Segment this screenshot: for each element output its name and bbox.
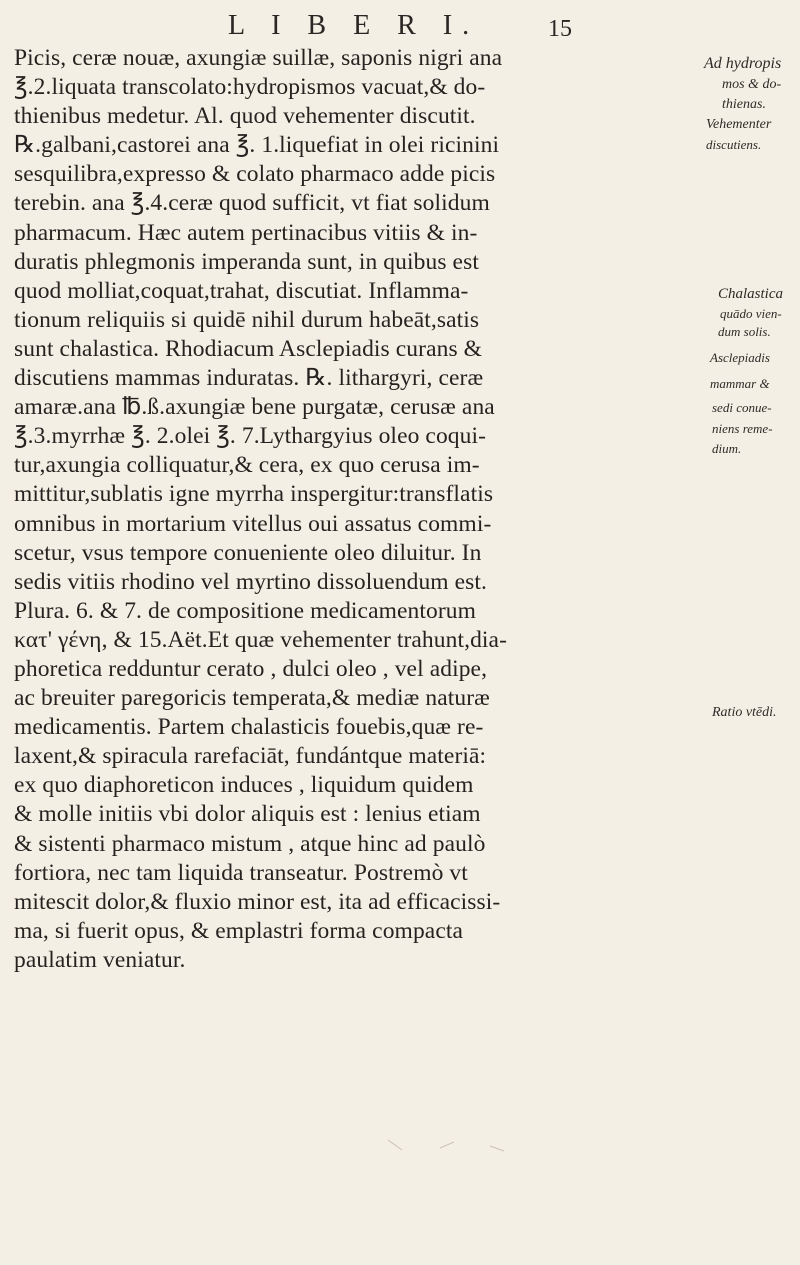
text-line: phoretica redduntur cerato , dulci oleo , vel adipe, bbox=[14, 655, 488, 682]
margin-note: Chalastica bbox=[718, 286, 784, 302]
text-line: mittitur,sublatis igne myrrha inspergitur:transflatis bbox=[14, 481, 494, 508]
text-line: mitescit dolor,& fluxio minor est, ita ad efficacissi- bbox=[14, 888, 501, 915]
text-line: κατ' γένη, & 15.Aët.Et quæ vehementer trahunt,dia- bbox=[14, 626, 508, 653]
text-line: ℞.galbani,castorei ana ℥. 1.liquefiat in olei ricinini bbox=[14, 132, 500, 159]
text-line: & sistenti pharmaco mistum , atque hinc ad paulò bbox=[14, 830, 486, 857]
text-line: tur,axungia colliquatur,& cera, ex quo cerusa im- bbox=[14, 452, 480, 479]
text-line: ex quo diaphoreticon induces , liquidum quidem bbox=[14, 772, 474, 799]
margin-note: thienas. bbox=[722, 97, 766, 112]
text-line: tionum reliquiis si quidē nihil durum habeāt,satis bbox=[14, 306, 480, 333]
margin-note: Asclepiadis bbox=[710, 350, 770, 365]
text-line: Plura. 6. & 7. de compositione medicamentorum bbox=[14, 597, 477, 624]
text-line: ac breuiter paregoricis temperata,& mediæ naturæ bbox=[14, 685, 490, 712]
text-line: sunt chalastica. Rhodiacum Asclepiadis curans & bbox=[14, 335, 483, 362]
text-line: sesquilibra,expresso & colato pharmaco adde picis bbox=[14, 161, 496, 188]
text-line: thienibus medetur. Al. quod vehementer discutit. bbox=[14, 103, 476, 130]
text-line: medicamentis. Partem chalasticis fouebis,quæ re- bbox=[14, 714, 484, 741]
margin-note: dum solis. bbox=[718, 324, 771, 339]
text-line: pharmacum. Hæc autem pertinacibus vitiis & in- bbox=[14, 219, 478, 246]
margin-note: mos & do- bbox=[722, 77, 782, 92]
running-title: L I B E R I. bbox=[228, 10, 480, 41]
margin-note: discutiens. bbox=[706, 137, 762, 152]
text-line: fortiora, nec tam liquida transeatur. Postremò vt bbox=[14, 859, 468, 886]
text-line: paulatim veniatur. bbox=[14, 946, 186, 973]
text-line: scetur, vsus tempore conueniente oleo diluitur. In bbox=[14, 539, 482, 566]
text-line: sedis vitiis rhodino vel myrtino dissoluendum est. bbox=[14, 568, 488, 595]
text-line: discutiens mammas induratas. ℞. lithargyri, ceræ bbox=[14, 365, 484, 392]
ink-mark bbox=[380, 1136, 520, 1156]
margin-note: mammar & bbox=[710, 376, 770, 391]
text-line: amaræ.ana ℔.ß.axungiæ bene purgatæ, cerusæ ana bbox=[14, 394, 495, 421]
main-text-block bbox=[14, 44, 704, 975]
text-line: duratis phlegmonis imperanda sunt, in quibus est bbox=[14, 248, 479, 275]
text-line: Picis, ceræ nouæ, axungiæ suillæ, saponis nigri ana bbox=[14, 45, 503, 71]
text-line: ℥.2.liquata transcolato:hydropismos vacuat,& do- bbox=[14, 74, 486, 101]
page-number: 15 bbox=[548, 16, 572, 42]
running-header bbox=[0, 6, 800, 46]
margin-note: Ad hydropis bbox=[704, 55, 782, 72]
margin-note: quādo vien- bbox=[720, 306, 782, 321]
text-line: & molle initiis vbi dolor aliquis est : lenius etiam bbox=[14, 801, 481, 828]
text-line: ma, si fuerit opus, & emplastri forma compacta bbox=[14, 917, 464, 944]
margin-note: niens reme- bbox=[712, 421, 773, 436]
text-line: ℥.3.myrrhæ ℥. 2.olei ℥. 7.Lythargyius oleo coqui- bbox=[14, 423, 487, 450]
text-line: laxent,& spiracula rarefaciāt, fundántque materiā: bbox=[14, 743, 487, 770]
text-line: omnibus in mortarium vitellus oui assatus commi- bbox=[14, 510, 492, 537]
margin-note: Vehementer bbox=[706, 117, 772, 132]
margin-note: sedi conue- bbox=[712, 400, 772, 415]
margin-note: dium. bbox=[712, 441, 742, 456]
text-line: terebin. ana ℥.4.ceræ quod sufficit, vt fiat solidum bbox=[14, 190, 490, 217]
text-line: quod molliat,coquat,trahat, discutiat. Inflamma- bbox=[14, 277, 469, 304]
margin-note: Ratio vtēdi. bbox=[712, 705, 777, 720]
